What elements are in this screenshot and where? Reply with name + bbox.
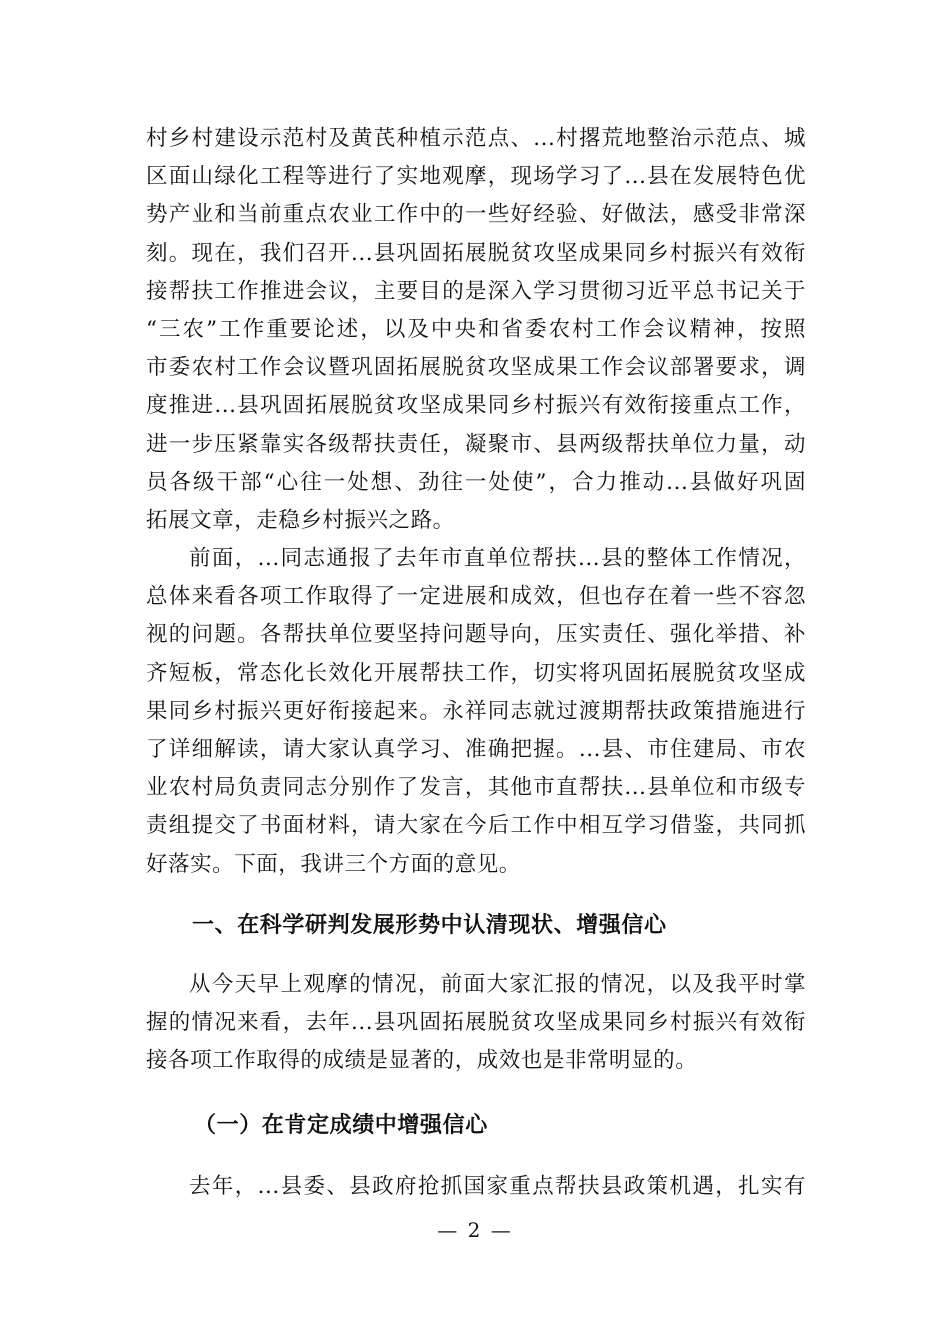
paragraph-line: 总体来看各项工作取得了一定进展和成效，但也存在着一些不容忽 [146,584,806,610]
paragraph-line: 前面，...同志通报了去年市直单位帮扶...县的整体工作情况， [189,546,806,571]
paragraph-line: 齐短板，常态化长效化开展帮扶工作，切实将巩固拓展脱贫攻坚成 [146,660,806,686]
paragraph-line: 了详细解读，请大家认真学习、准确把握。...县、市住建局、市农 [146,736,806,762]
paragraph-line: 责组提交了书面材料，请大家在今后工作中相互学习借鉴，共同抓 [146,813,806,839]
paragraph-1 [146,120,806,540]
paragraph-line: 握的情况来看，去年...县巩固拓展脱贫攻坚成果同乡村振兴有效衔 [146,1010,806,1036]
paragraph-line: 员各级干部“心往一处想、劲往一处使”，合力推动...县做好巩固 [146,469,806,495]
paragraph-line: 接帮扶工作推进会议，主要目的是深入学习贯彻习近平总书记关于 [146,278,806,304]
page-number: — 2 — [437,1218,513,1242]
paragraph-line: 刻。现在，我们召开...县巩固拓展脱贫攻坚成果同乡村振兴有效衔 [146,240,806,266]
paragraph-line: 业农村局负责同志分别作了发言，其他市直帮扶...县单位和市级专 [146,775,806,801]
paragraph-line: 从今天早上观摩的情况，前面大家汇报的情况，以及我平时掌 [189,972,806,997]
paragraph-line: 视的问题。各帮扶单位要坚持问题导向，压实责任、强化举措、补 [146,622,806,648]
paragraph-line: 进一步压紧靠实各级帮扶责任，凝聚市、县两级帮扶单位力量，动 [146,431,806,457]
paragraph-line: 接各项工作取得的成绩是显著的，成效也是非常明显的。 [146,1048,698,1074]
paragraph-4 [146,1168,806,1206]
paragraph-line: 拓展文章，走稳乡村振兴之路。 [146,507,455,533]
paragraph-line: 度推进...县巩固拓展脱贫攻坚成果同乡村振兴有效衔接重点工作， [146,393,806,419]
paragraph-line: 去年，...县委、县政府抢抓国家重点帮扶县政策机遇，扎实有 [189,1174,806,1199]
paragraph-3 [146,966,806,1081]
paragraph-line: 势产业和当前重点农业工作中的一些好经验、好做法，感受非常深 [146,202,806,228]
paragraph-line: 果同乡村振兴更好衔接起来。永祥同志就过渡期帮扶政策措施进行 [146,698,806,724]
paragraph-line: 市委农村工作会议暨巩固拓展脱贫攻坚成果工作会议部署要求，调 [146,355,806,381]
section-heading: 一、在科学研判发展形势中认清现状、增强信心 [192,913,667,938]
paragraph-line: 区面山绿化工程等进行了实地观摩，现场学习了...县在发展特色优 [146,164,806,190]
subsection-heading: （一）在肯定成绩中增强信心 [194,1113,488,1138]
paragraph-line: “三农”工作重要论述，以及中央和省委农村工作会议精神，按照 [146,316,806,342]
paragraph-line: 好落实。下面，我讲三个方面的意见。 [146,851,521,877]
paragraph-line: 村乡村建设示范村及黄芪种植示范点、...村撂荒地整治示范点、城 [146,126,806,151]
paragraph-2 [146,540,806,884]
